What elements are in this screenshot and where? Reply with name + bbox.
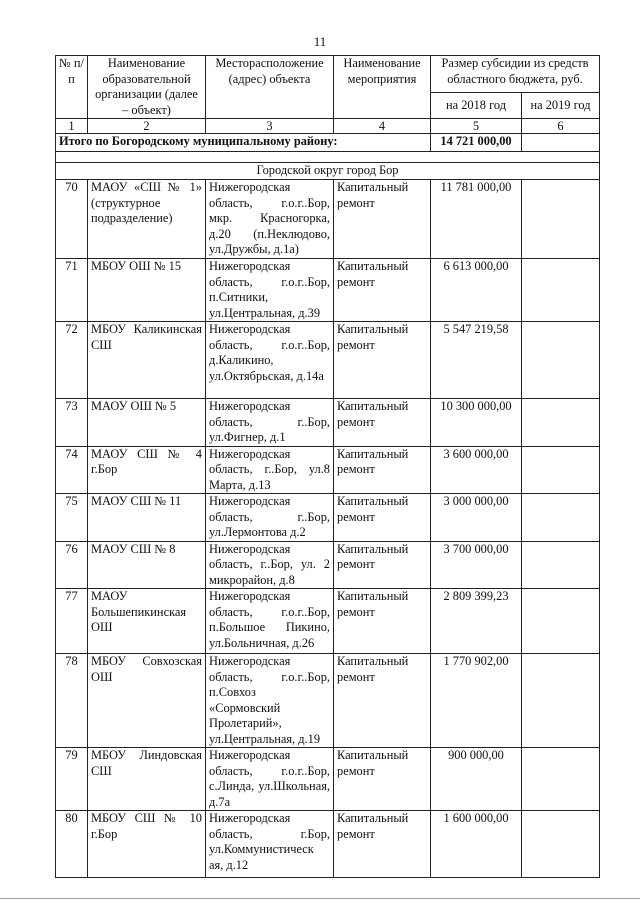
row-organization: МБОУ Линдовская СШ: [88, 748, 206, 811]
row-event: Капитальный ремонт: [334, 399, 431, 447]
row-address: Нижегородская область, г..Бор, ул.8 Марта, д.13: [206, 446, 334, 494]
page-number: 11: [313, 34, 327, 49]
row-amount-2018: 1 770 902,00: [431, 654, 522, 748]
separator-row: [56, 152, 600, 163]
row-amount-2019: [522, 180, 600, 259]
row-address: Нижегородская область, г.о.г..Бор, мкр. Красногорка, д.20 (п.Неклюдово, ул.Дружбы, д.1а): [206, 180, 334, 259]
row-organization: МБОУ ОШ № 15: [88, 259, 206, 322]
header-subsidy: Размер субсидии из средств областного бюджета, руб.: [431, 56, 600, 93]
row-organization: МБОУ Каликинская СШ: [88, 322, 206, 399]
row-amount-2019: [522, 654, 600, 748]
row-event: Капитальный ремонт: [334, 654, 431, 748]
row-number: 80: [56, 811, 88, 878]
table-row: [56, 399, 600, 447]
table-row: [56, 322, 600, 399]
row-number: 77: [56, 589, 88, 654]
row-address: Нижегородская область, г.о.г..Бор, с.Линда, ул.Школьная, д.7а: [206, 748, 334, 811]
group-title: Городской округ город Бор: [56, 163, 600, 180]
row-number: 78: [56, 654, 88, 748]
row-address: Нижегородская область, г.о.г..Бор, д.Каликино, ул.Октябрьская, д.14а: [206, 322, 334, 399]
row-number: 79: [56, 748, 88, 811]
row-event: Капитальный ремонт: [334, 494, 431, 542]
table-row: [56, 589, 600, 654]
row-amount-2019: [522, 811, 600, 878]
table-row: [56, 811, 600, 878]
row-event: Капитальный ремонт: [334, 322, 431, 399]
header-num: № п/п: [56, 56, 88, 119]
row-number: 73: [56, 399, 88, 447]
row-number: 75: [56, 494, 88, 542]
row-amount-2018: 3 600 000,00: [431, 446, 522, 494]
row-number: 76: [56, 541, 88, 589]
header-event: Наименование мероприятия: [334, 56, 431, 119]
table-row: [56, 494, 600, 542]
row-event: Капитальный ремонт: [334, 748, 431, 811]
column-index: 2: [88, 119, 206, 134]
column-index-row: [56, 119, 600, 134]
total-amount-2019: [522, 134, 600, 152]
row-amount-2019: [522, 259, 600, 322]
row-organization: МАОУ СШ № 8: [88, 541, 206, 589]
column-index: 1: [56, 119, 88, 134]
row-address: Нижегородская область, г.Бор, ул.Коммунистическ ая, д.12: [206, 811, 334, 878]
row-address: Нижегородская область, г.о.г..Бор, п.Ситники, ул.Центральная, д.39: [206, 259, 334, 322]
table-row: [56, 446, 600, 494]
row-event: Капитальный ремонт: [334, 541, 431, 589]
header-org: Наименование образовательной организации (далее – объект): [88, 56, 206, 119]
row-amount-2019: [522, 399, 600, 447]
total-label: Итого по Богородскому муниципальному району:: [56, 134, 431, 152]
table-row: [56, 541, 600, 589]
row-number: 70: [56, 180, 88, 259]
row-amount-2018: 10 300 000,00: [431, 399, 522, 447]
header-2018: на 2018 год: [431, 92, 522, 118]
header-address: Месторасположение (адрес) объекта: [206, 56, 334, 119]
row-amount-2018: 6 613 000,00: [431, 259, 522, 322]
total-row: [56, 134, 600, 152]
column-index: 4: [334, 119, 431, 134]
row-organization: МБОУ СШ № 10 г.Бор: [88, 811, 206, 878]
row-organization: МАОУ СШ № 11: [88, 494, 206, 542]
row-organization: МБОУ Совхозская ОШ: [88, 654, 206, 748]
row-organization: МАОУ ОШ № 5: [88, 399, 206, 447]
row-amount-2019: [522, 322, 600, 399]
row-address: Нижегородская область, г..Бор, ул.Фигнер, д.1: [206, 399, 334, 447]
row-event: Капитальный ремонт: [334, 180, 431, 259]
column-index: 6: [522, 119, 600, 134]
separator: [56, 152, 600, 163]
row-amount-2018: 3 000 000,00: [431, 494, 522, 542]
row-number: 71: [56, 259, 88, 322]
group-row: [56, 163, 600, 180]
row-address: Нижегородская область, г.о.г..Бор, п.Большое Пикино, ул.Больничная, д.26: [206, 589, 334, 654]
table-row: [56, 180, 600, 259]
row-event: Капитальный ремонт: [334, 446, 431, 494]
row-organization: МАОУ «СШ № 1» (структурное подразделение): [88, 180, 206, 259]
row-event: Капитальный ремонт: [334, 589, 431, 654]
row-amount-2018: 2 809 399,23: [431, 589, 522, 654]
row-event: Капитальный ремонт: [334, 259, 431, 322]
row-amount-2019: [522, 541, 600, 589]
row-organization: МАОУ Большепикинская ОШ: [88, 589, 206, 654]
table-row: [56, 654, 600, 748]
row-address: Нижегородская область, г.о.г..Бор, п.Совхоз «Сормовский Пролетарий», ул.Центральная, д.19: [206, 654, 334, 748]
total-amount-2018: 14 721 000,00: [431, 134, 522, 152]
row-address: Нижегородская область, г..Бор, ул. 2 микрорайон, д.8: [206, 541, 334, 589]
column-index: 5: [431, 119, 522, 134]
row-amount-2019: [522, 589, 600, 654]
row-event: Капитальный ремонт: [334, 811, 431, 878]
row-amount-2018: 5 547 219,58: [431, 322, 522, 399]
row-organization: МАОУ СШ № 4 г.Бор: [88, 446, 206, 494]
page-edge: [0, 898, 640, 899]
row-address: Нижегородская область, г..Бор, ул.Лермонтова д.2: [206, 494, 334, 542]
column-index: 3: [206, 119, 334, 134]
row-amount-2018: 3 700 000,00: [431, 541, 522, 589]
header-2019: на 2019 год: [522, 92, 600, 118]
table-row: [56, 748, 600, 811]
table-row: [56, 259, 600, 322]
row-amount-2019: [522, 748, 600, 811]
row-amount-2018: 900 000,00: [431, 748, 522, 811]
subsidy-table: [55, 55, 600, 878]
row-amount-2019: [522, 494, 600, 542]
row-number: 72: [56, 322, 88, 399]
row-number: 74: [56, 446, 88, 494]
row-amount-2018: 11 781 000,00: [431, 180, 522, 259]
row-amount-2019: [522, 446, 600, 494]
row-amount-2018: 1 600 000,00: [431, 811, 522, 878]
